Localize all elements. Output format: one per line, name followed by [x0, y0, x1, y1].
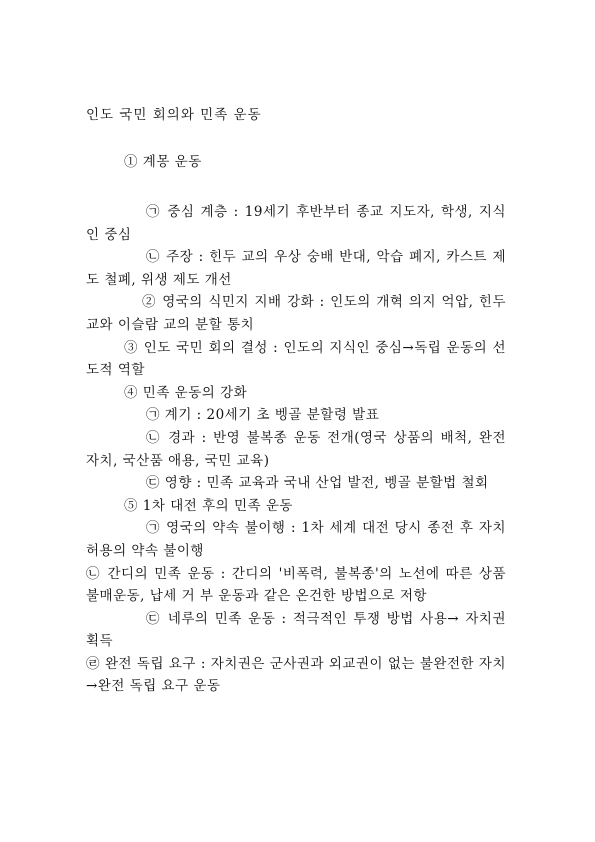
document-title: 인도 국민 회의와 민족 운동 — [86, 107, 262, 123]
list-item: ㉢ 영향 : 민족 교육과 국내 산업 발전, 벵골 분할법 철회 — [146, 475, 489, 492]
section-heading-enlightenment — [86, 151, 506, 174]
list-item: ㉠ 영국의 약속 불이행 : 1차 세계 대전 당시 종전 후 자치 허용의 약속 불이행 — [86, 520, 506, 559]
content-body — [86, 201, 506, 698]
list-item: ② 영국의 식민지 지배 강화 : 인도의 개혁 의지 억압, 힌두 교와 이슬람 교의 분할 통치 — [86, 294, 506, 333]
list-item: ④ 민족 운동의 강화 — [124, 384, 248, 401]
list-item: ㉢ 네루의 민족 운동 : 적극적인 투쟁 방법 사용→ 자치권 획득 — [86, 610, 506, 650]
list-item: ⑤ 1차 대전 후의 민족 운동 — [124, 497, 293, 514]
list-item: ㉠ 계기 : 20세기 초 벵골 분할령 발표 — [146, 407, 380, 424]
list-item: ㉠ 중심 계층 : 19세기 후반부터 종교 지도자, 학생, 지식인 중심 — [86, 204, 506, 243]
heading-line: ① 계몽 운동 — [124, 154, 202, 170]
list-item: ㉡ 주장 : 힌두 교의 우상 숭배 반대, 악습 폐지, 카스트 제도 철폐, 위생 제도 개선 — [86, 249, 506, 288]
list-item: ㉡ 경과 : 반영 불복종 운동 전개(영국 상품의 배척, 완전 자치, 국산품 애용, 국민 교육) — [86, 429, 506, 469]
list-item: ③ 인도 국민 회의 결성 : 인도의 지식인 중심→독립 운동의 선도적 역할 — [86, 339, 506, 379]
list-item: ㉣ 완전 독립 요구 : 자치권은 군사권과 외교권이 없는 불완전한 자치→완전 독립 요구 운동 — [86, 655, 506, 695]
list-item: ㉡ 간디의 민족 운동 : 간디의 '비폭력, 불복종'의 노선에 따른 상품 불매운동, 납세 거 부 운동과 같은 온건한 방법으로 저항 — [86, 565, 506, 605]
